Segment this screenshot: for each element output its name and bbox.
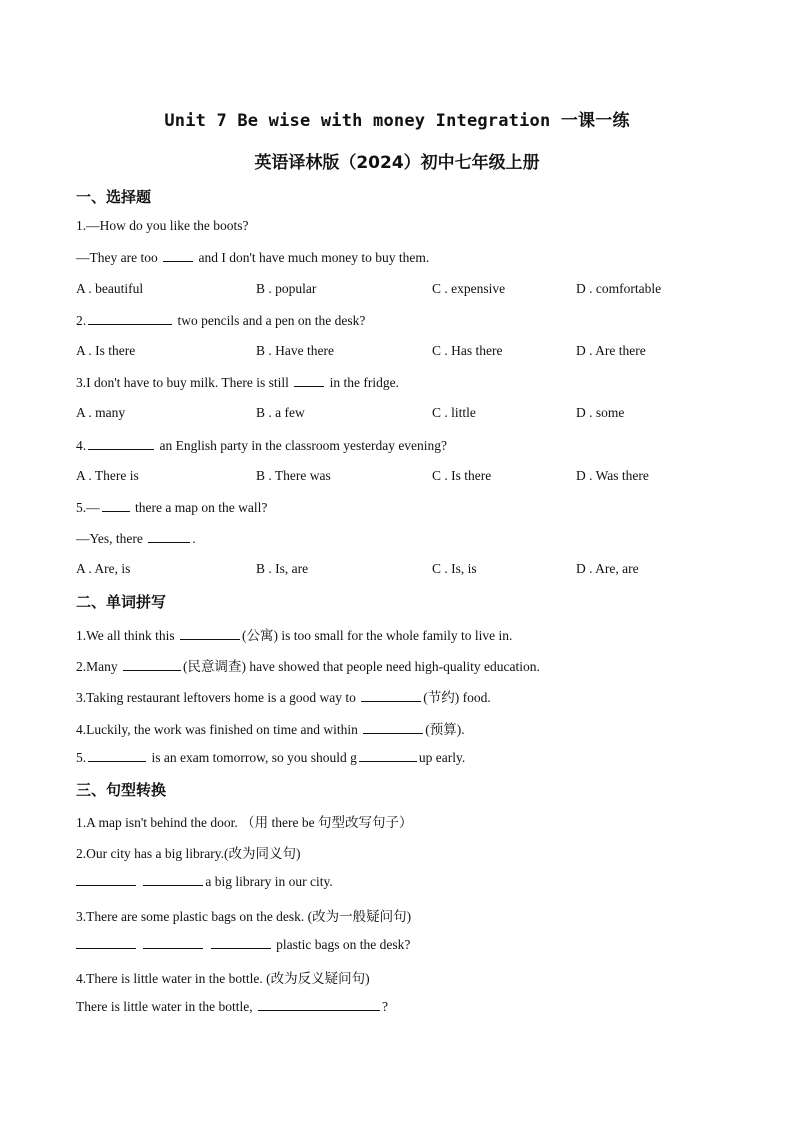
question-text: (民意调查) have showed that people need high-quality education.: [183, 659, 540, 674]
question-1-options: [76, 281, 716, 299]
page-title: Unit 7 Be wise with money Integration 一课一练: [164, 111, 630, 131]
answer-blank[interactable]: [148, 530, 190, 543]
question-5-dialog-a: [76, 499, 267, 516]
option-d[interactable]: D . comfortable: [576, 281, 662, 296]
question-text: there a map on the wall?: [135, 500, 268, 515]
spelling-question-2: [76, 655, 540, 675]
question-text: an English party in the classroom yesterday evening?: [159, 438, 448, 453]
answer-blank[interactable]: [123, 658, 181, 671]
answer-text: There is little water in the bottle,: [76, 999, 253, 1014]
answer-blank[interactable]: [143, 936, 203, 949]
answer-text: a big library in our city.: [205, 874, 333, 889]
transform-question-2: 2.Our city has a big library.(改为同义句): [76, 846, 301, 861]
question-text: 1.We all think this: [76, 628, 175, 643]
question-text: (预算).: [425, 722, 465, 737]
spelling-question-4: [76, 718, 465, 738]
option-c[interactable]: C . Is there: [432, 468, 492, 483]
question-1-dialog-b: [76, 249, 429, 266]
question-text: .: [192, 531, 196, 546]
answer-blank[interactable]: [361, 689, 421, 702]
option-a[interactable]: A . many: [76, 405, 126, 420]
answer-blank[interactable]: [294, 374, 324, 387]
question-number: 5.—: [76, 500, 100, 515]
question-number: 4.: [76, 438, 87, 453]
answer-blank[interactable]: [163, 249, 193, 262]
section-heading-sentence-transformation: 三、句型转换: [76, 781, 167, 799]
question-3-options: [76, 405, 716, 423]
option-c[interactable]: C . little: [432, 405, 476, 420]
question-1-dialog-a: 1.—How do you like the boots?: [76, 218, 249, 233]
transform-answer-4: [76, 998, 388, 1015]
answer-blank[interactable]: [258, 998, 380, 1011]
answer-blank[interactable]: [180, 627, 240, 640]
question-text: and I don't have much money to buy them.: [198, 250, 430, 265]
option-b[interactable]: B . popular: [256, 281, 317, 296]
option-d[interactable]: D . Was there: [576, 468, 649, 483]
option-d[interactable]: D . Are there: [576, 343, 646, 358]
option-b[interactable]: B . There was: [256, 468, 331, 483]
answer-blank[interactable]: [211, 936, 271, 949]
option-d[interactable]: D . Are, are: [576, 561, 639, 576]
option-d[interactable]: D . some: [576, 405, 625, 420]
answer-blank[interactable]: [88, 437, 154, 450]
answer-blank[interactable]: [363, 721, 423, 734]
option-a[interactable]: A . There is: [76, 468, 139, 483]
transform-answer-3: [76, 936, 410, 953]
transform-answer-2: [76, 873, 333, 890]
question-text: —Yes, there: [76, 531, 143, 546]
answer-blank[interactable]: [359, 749, 417, 762]
option-b[interactable]: B . a few: [256, 405, 305, 420]
question-number: 2.: [76, 313, 87, 328]
option-c[interactable]: C . Is, is: [432, 561, 477, 576]
question-5-options: [76, 561, 716, 579]
question-text: (公寓) is too small for the whole family to live in.: [242, 628, 513, 643]
question-text: 3.Taking restaurant leftovers home is a good way to: [76, 690, 356, 705]
question-4: [76, 437, 447, 454]
question-text: up early.: [418, 750, 466, 765]
transform-question-1: 1.A map isn't behind the door. （用 there be 句型改写句子）: [76, 815, 413, 830]
transform-question-3: 3.There are some plastic bags on the desk. (改为一般疑问句): [76, 909, 412, 924]
question-text: in the fridge.: [329, 375, 400, 390]
option-a[interactable]: A . beautiful: [76, 281, 144, 296]
question-text: is an exam tomorrow, so you should g: [151, 750, 357, 765]
answer-blank[interactable]: [76, 873, 136, 886]
section-heading-spelling: 二、单词拼写: [76, 593, 167, 611]
option-a[interactable]: A . Is there: [76, 343, 136, 358]
option-b[interactable]: B . Is, are: [256, 561, 309, 576]
question-2: [76, 312, 365, 329]
answer-text: ?: [381, 999, 388, 1014]
answer-blank[interactable]: [143, 873, 203, 886]
page-subtitle: 英语译林版（2024）初中七年级上册: [254, 153, 540, 173]
option-c[interactable]: C . Has there: [432, 343, 503, 358]
question-2-options: [76, 343, 716, 361]
spelling-question-5: [76, 749, 465, 766]
question-number: 5.: [76, 750, 87, 765]
option-c[interactable]: C . expensive: [432, 281, 506, 296]
option-a[interactable]: A . Are, is: [76, 561, 131, 576]
question-3: [76, 374, 399, 391]
question-text: 4.Luckily, the work was finished on time and within: [76, 722, 358, 737]
question-5-dialog-b: [76, 530, 196, 547]
spelling-question-1: [76, 624, 512, 644]
answer-blank[interactable]: [88, 312, 172, 325]
option-b[interactable]: B . Have there: [256, 343, 334, 358]
answer-text: plastic bags on the desk?: [276, 937, 411, 952]
question-text: 2.Many: [76, 659, 118, 674]
question-text: two pencils and a pen on the desk?: [177, 313, 366, 328]
question-text: —They are too: [76, 250, 158, 265]
spelling-question-3: [76, 686, 491, 706]
answer-blank[interactable]: [102, 499, 130, 512]
question-text: 3.I don't have to buy milk. There is still: [76, 375, 289, 390]
answer-blank[interactable]: [76, 936, 136, 949]
question-text: (节约) food.: [423, 690, 491, 705]
section-heading-multiple-choice: 一、选择题: [76, 188, 152, 206]
transform-question-4: 4.There is little water in the bottle. (改为反义疑问句): [76, 971, 370, 986]
question-4-options: [76, 468, 716, 486]
answer-blank[interactable]: [88, 749, 146, 762]
